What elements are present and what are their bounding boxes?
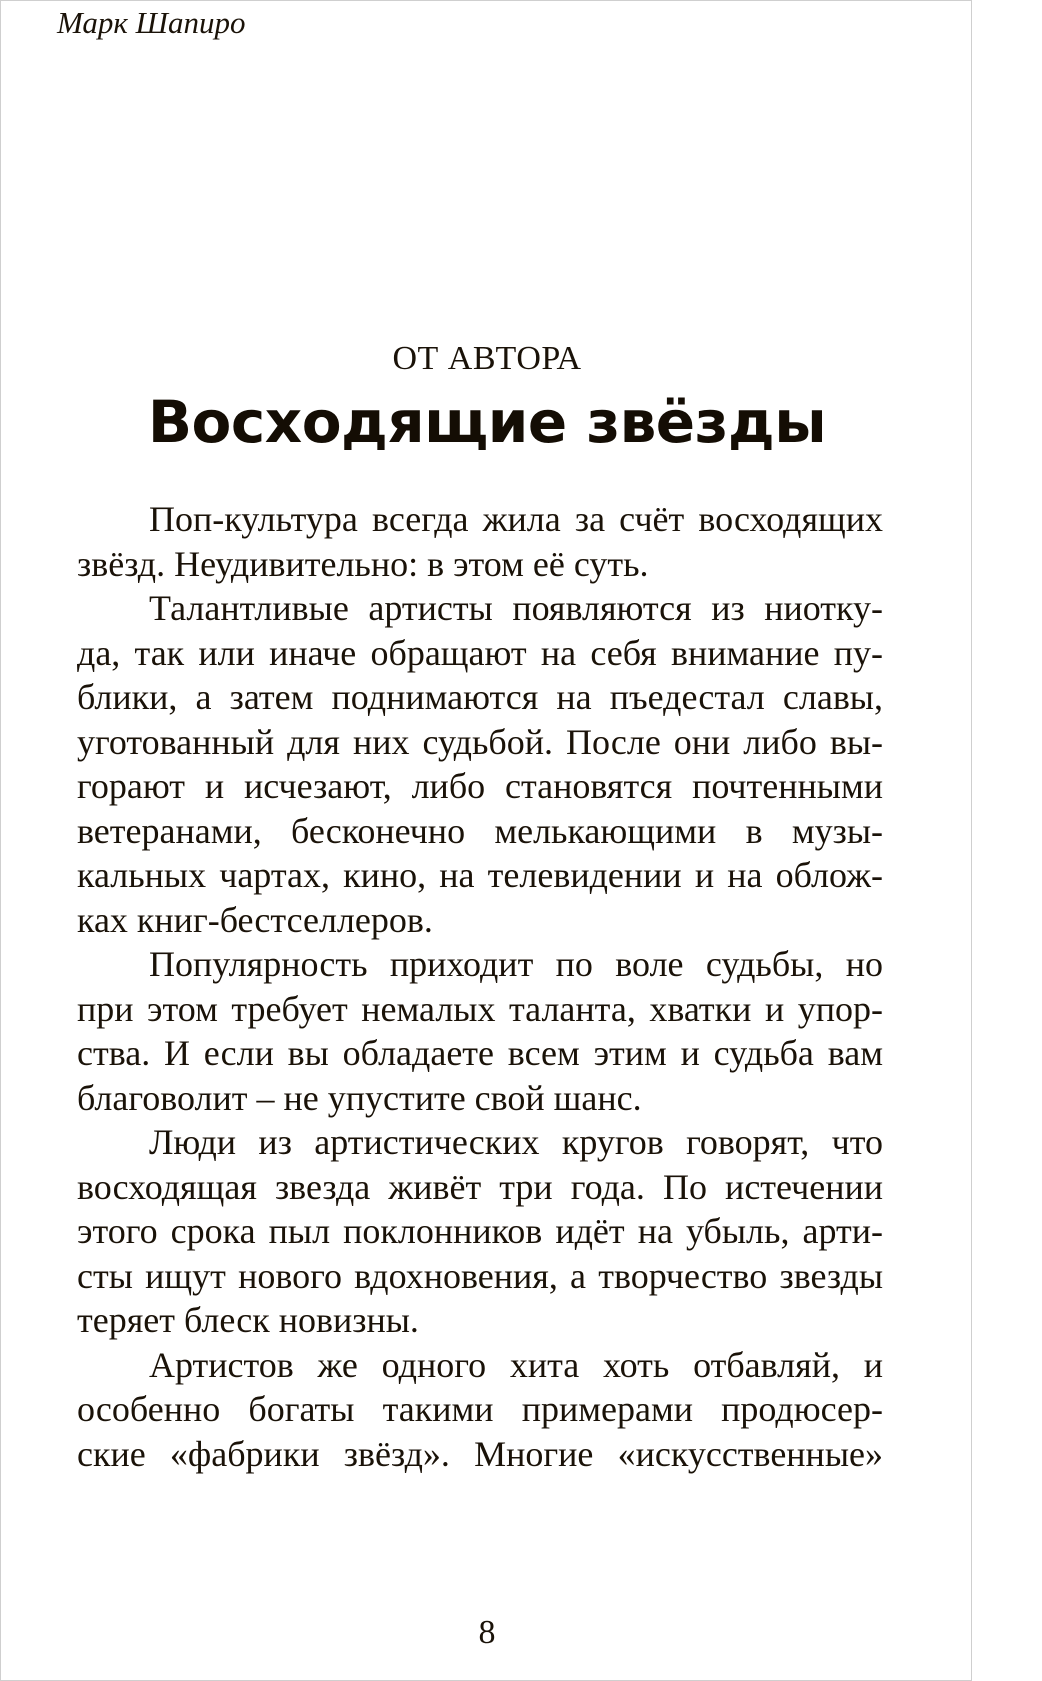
paragraph <box>77 1120 883 1343</box>
text-line: теряет блеск новизны. <box>77 1300 419 1340</box>
text-line: Талантливые артисты появляются из ниотку- <box>149 588 883 628</box>
chapter-title: Восходящие звёзды <box>147 388 827 456</box>
text-line: Поп-культура всегда жила за счёт восходящих <box>149 499 883 539</box>
text-line: благоволит – не упустите свой шанс. <box>77 1077 642 1118</box>
text-line: ства. И если вы обладаете всем этим и судьба вам <box>77 1033 883 1073</box>
paragraph <box>77 586 883 942</box>
text-line: кальных чартах, кино, на телевидении и на облож- <box>77 855 883 895</box>
text-line: восходящая звезда живёт три года. По истечении <box>77 1166 883 1207</box>
text-line: да, так или иначе обращают на себя внимание пу- <box>77 632 883 673</box>
text-line: блики, а затем поднимаются на пъедестал славы, <box>77 677 883 717</box>
text-line: ветеранами, бесконечно мелькающими в музы- <box>77 810 883 851</box>
paragraph <box>77 942 883 1120</box>
text-line: уготованный для них судьбой. После они либо вы- <box>77 721 883 762</box>
text-line: Артистов же одного хита хоть отбавляй, и <box>149 1344 883 1385</box>
text-line: Люди из артистических кругов говорят, что <box>149 1122 883 1162</box>
text-line: этого срока пыл поклонников идёт на убыль, арти- <box>77 1211 883 1251</box>
page-number: 8 <box>478 1614 496 1651</box>
text-line: особенно богаты такими примерами продюсер- <box>77 1389 883 1429</box>
body-text <box>77 497 883 1476</box>
paragraph <box>77 497 883 586</box>
paragraph <box>77 1343 883 1477</box>
text-line: ках книг-бестселлеров. <box>77 899 433 940</box>
text-line: при этом требует немалых таланта, хватки и упор- <box>77 988 883 1029</box>
text-line: звёзд. Неудивительно: в этом её суть. <box>77 543 649 584</box>
text-line: сты ищут нового вдохновения, а творчество звезды <box>77 1255 883 1296</box>
text-line: горают и исчезают, либо становятся почтенными <box>77 766 883 806</box>
text-line: ские «фабрики звёзд». Многие «искусственные» <box>77 1433 883 1474</box>
text-line: Популярность приходит по воле судьбы, но <box>149 944 883 984</box>
running-head-author: Марк Шапиро <box>57 5 246 40</box>
section-label: ОТ АВТОРА <box>392 340 582 377</box>
